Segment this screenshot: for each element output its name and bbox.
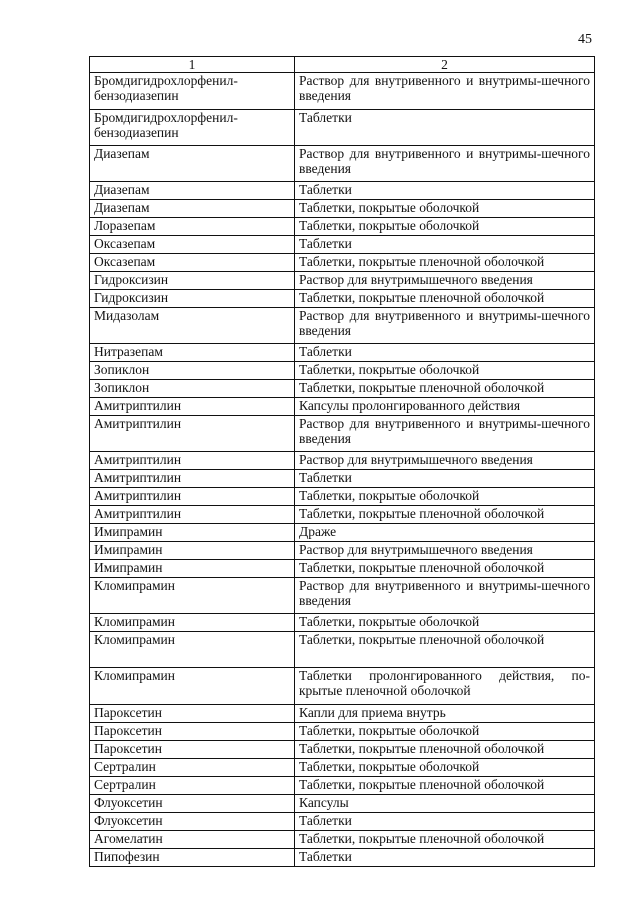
dosage-form-cell: Таблетки, покрытые пленочной оболочкой: [295, 560, 595, 578]
drug-name-cell: Кломипрамин: [90, 614, 295, 632]
table-row: [90, 705, 595, 723]
table-row: [90, 344, 595, 362]
dosage-form-cell: Таблетки, покрытые оболочкой: [295, 218, 595, 236]
dosage-form-cell: Капсулы пролонгированного действия: [295, 398, 595, 416]
drug-name-cell: Амитриптилин: [90, 506, 295, 524]
dosage-form-cell: Таблетки: [295, 344, 595, 362]
drug-name-cell: Сертралин: [90, 777, 295, 795]
column-header-1: 1: [90, 57, 295, 73]
drug-name-cell: Гидроксизин: [90, 290, 295, 308]
table-row: [90, 560, 595, 578]
dosage-form-cell: Таблетки, покрытые пленочной оболочкой: [295, 777, 595, 795]
drug-name-cell: Пароксетин: [90, 705, 295, 723]
dosage-form-cell: Раствор для внутривенного и внутримы-шечного введения: [295, 308, 595, 344]
page-number: 45: [578, 32, 592, 47]
dosage-form-cell: Таблетки: [295, 849, 595, 867]
table-row: [90, 578, 595, 614]
drug-name-cell: Оксазепам: [90, 254, 295, 272]
dosage-form-cell: Таблетки: [295, 182, 595, 200]
dosage-form-cell: Таблетки, покрытые оболочкой: [295, 723, 595, 741]
table-row: [90, 182, 595, 200]
dosage-form-cell: Раствор для внутривенного и внутримы-шечного введения: [295, 146, 595, 182]
drug-name-cell: Диазепам: [90, 200, 295, 218]
drug-name-cell: Бромдигидрохлорфенил-бензодиазепин: [90, 110, 295, 146]
table-row: [90, 668, 595, 705]
table-row: [90, 254, 595, 272]
table-row: [90, 614, 595, 632]
table-row: [90, 380, 595, 398]
table-row: [90, 398, 595, 416]
dosage-form-cell: Раствор для внутримышечного введения: [295, 542, 595, 560]
dosage-form-cell: Таблетки: [295, 470, 595, 488]
table-row: [90, 488, 595, 506]
dosage-form-cell: Таблетки пролонгированного действия, по-крытые пленочной оболочкой: [295, 668, 595, 705]
table-row: [90, 741, 595, 759]
table-row: [90, 146, 595, 182]
drug-name-cell: Флуоксетин: [90, 795, 295, 813]
table-row: [90, 777, 595, 795]
drug-name-cell: Диазепам: [90, 182, 295, 200]
table-row: [90, 362, 595, 380]
drug-name-cell: Пипофезин: [90, 849, 295, 867]
dosage-form-cell: Таблетки, покрытые пленочной оболочкой: [295, 831, 595, 849]
drug-forms-table: [89, 56, 595, 867]
drug-name-cell: Пароксетин: [90, 723, 295, 741]
table-row: [90, 236, 595, 254]
dosage-form-cell: Капсулы: [295, 795, 595, 813]
dosage-form-cell: Таблетки, покрытые пленочной оболочкой: [295, 290, 595, 308]
table-row: [90, 795, 595, 813]
drug-name-cell: Амитриптилин: [90, 416, 295, 452]
dosage-form-cell: Таблетки: [295, 236, 595, 254]
dosage-form-cell: Таблетки, покрытые пленочной оболочкой: [295, 632, 595, 668]
dosage-form-cell: Таблетки: [295, 110, 595, 146]
table-row: [90, 542, 595, 560]
drug-name-cell: Зопиклон: [90, 380, 295, 398]
table-row: [90, 73, 595, 110]
dosage-form-cell: Таблетки, покрытые пленочной оболочкой: [295, 741, 595, 759]
drug-name-cell: Лоразепам: [90, 218, 295, 236]
drug-name-cell: Амитриптилин: [90, 452, 295, 470]
dosage-form-cell: Раствор для внутривенного и внутримы-шечного введения: [295, 73, 595, 110]
dosage-form-cell: Таблетки, покрытые оболочкой: [295, 614, 595, 632]
table-row: [90, 632, 595, 668]
table-row: [90, 506, 595, 524]
dosage-form-cell: Таблетки, покрытые оболочкой: [295, 200, 595, 218]
table-row: [90, 849, 595, 867]
table-row: [90, 416, 595, 452]
drug-name-cell: Амитриптилин: [90, 470, 295, 488]
column-header-2: 2: [295, 57, 595, 73]
drug-name-cell: Зопиклон: [90, 362, 295, 380]
drug-name-cell: Кломипрамин: [90, 632, 295, 668]
table-row: [90, 723, 595, 741]
table-row: [90, 759, 595, 777]
drug-name-cell: Гидроксизин: [90, 272, 295, 290]
drug-name-cell: Диазепам: [90, 146, 295, 182]
drug-name-cell: Пароксетин: [90, 741, 295, 759]
drug-name-cell: Имипрамин: [90, 560, 295, 578]
drug-name-cell: Оксазепам: [90, 236, 295, 254]
drug-name-cell: Агомелатин: [90, 831, 295, 849]
drug-name-cell: Флуоксетин: [90, 813, 295, 831]
table-row: [90, 524, 595, 542]
drug-name-cell: Сертралин: [90, 759, 295, 777]
table-row: [90, 200, 595, 218]
table-row: [90, 308, 595, 344]
table-row: [90, 110, 595, 146]
drug-name-cell: Кломипрамин: [90, 578, 295, 614]
dosage-form-cell: Капли для приема внутрь: [295, 705, 595, 723]
table-row: [90, 813, 595, 831]
dosage-form-cell: Раствор для внутривенного и внутримы-шечного введения: [295, 416, 595, 452]
drug-name-cell: Амитриптилин: [90, 398, 295, 416]
dosage-form-cell: Таблетки, покрытые пленочной оболочкой: [295, 380, 595, 398]
table-row: [90, 218, 595, 236]
table-header-row: [90, 57, 595, 73]
dosage-form-cell: Таблетки, покрытые оболочкой: [295, 362, 595, 380]
dosage-form-cell: Таблетки, покрытые пленочной оболочкой: [295, 506, 595, 524]
dosage-form-cell: Таблетки: [295, 813, 595, 831]
dosage-form-cell: Таблетки, покрытые пленочной оболочкой: [295, 254, 595, 272]
dosage-form-cell: Таблетки, покрытые оболочкой: [295, 759, 595, 777]
dosage-form-cell: Таблетки, покрытые оболочкой: [295, 488, 595, 506]
drug-name-cell: Имипрамин: [90, 524, 295, 542]
table-row: [90, 272, 595, 290]
drug-name-cell: Нитразепам: [90, 344, 295, 362]
table-row: [90, 290, 595, 308]
drug-name-cell: Бромдигидрохлорфенил-бензодиазепин: [90, 73, 295, 110]
dosage-form-cell: Раствор для внутримышечного введения: [295, 452, 595, 470]
drug-name-cell: Кломипрамин: [90, 668, 295, 705]
dosage-form-cell: Раствор для внутримышечного введения: [295, 272, 595, 290]
dosage-form-cell: Драже: [295, 524, 595, 542]
drug-name-cell: Мидазолам: [90, 308, 295, 344]
table-row: [90, 831, 595, 849]
drug-name-cell: Амитриптилин: [90, 488, 295, 506]
dosage-form-cell: Раствор для внутривенного и внутримы-шечного введения: [295, 578, 595, 614]
drug-name-cell: Имипрамин: [90, 542, 295, 560]
table-row: [90, 452, 595, 470]
table-row: [90, 470, 595, 488]
